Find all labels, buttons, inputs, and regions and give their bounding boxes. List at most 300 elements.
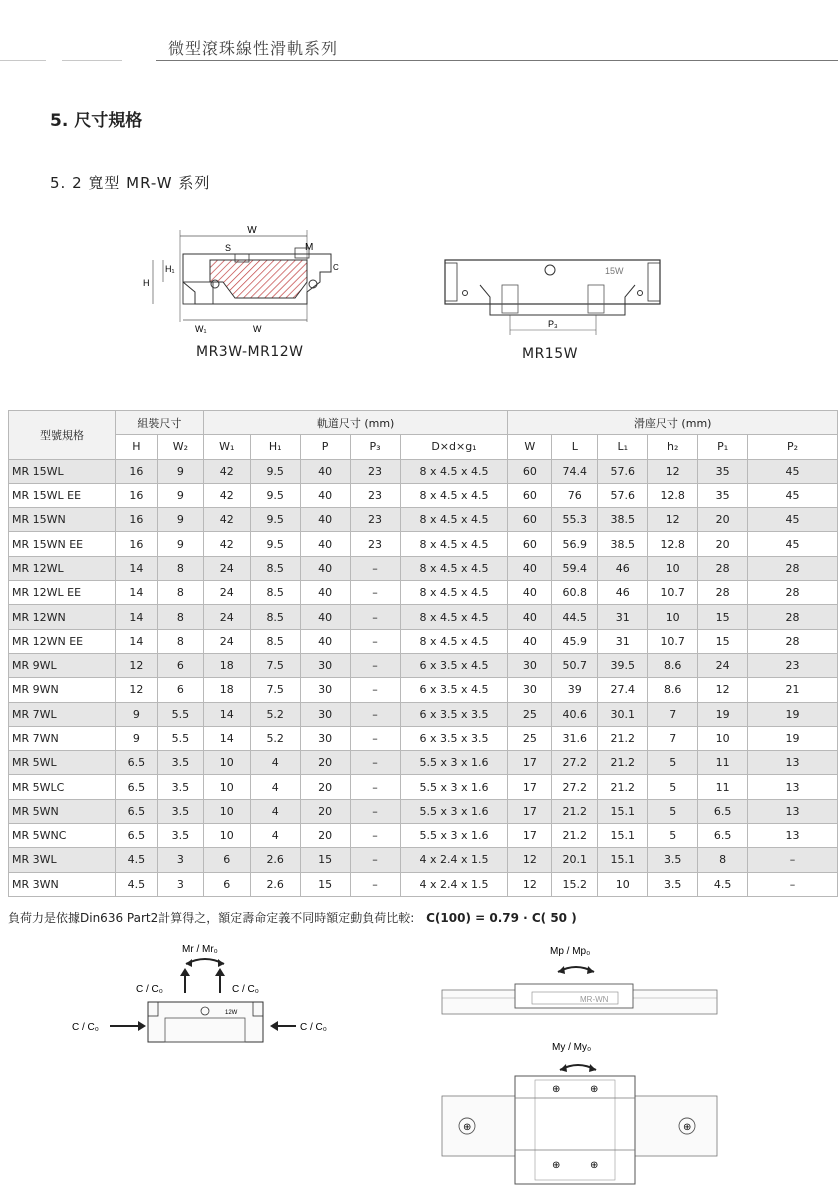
table-cell: 31 [598, 605, 648, 629]
table-cell: 12 [508, 872, 552, 896]
header-rail: 軌道尺寸 (mm) [203, 411, 508, 435]
label-mp: Mp / Mp₀ [550, 946, 591, 957]
table-cell: 40 [300, 483, 350, 507]
table-cell: 8 [157, 556, 203, 580]
table-cell: 9.5 [250, 532, 300, 556]
label-c-left: C / C₀ [72, 1022, 99, 1033]
badge-15w: 15W [605, 266, 624, 276]
table-cell: 40 [300, 508, 350, 532]
table-cell: – [350, 702, 400, 726]
column-header: H [115, 435, 157, 459]
table-cell: 44.5 [552, 605, 598, 629]
table-row [9, 799, 838, 823]
table-cell: 40 [300, 532, 350, 556]
carriage-body [445, 260, 660, 304]
table-row [9, 581, 838, 605]
table-cell: 9 [115, 702, 157, 726]
table-cell: 40 [508, 605, 552, 629]
table-cell: 23 [350, 459, 400, 483]
dim-p3: P₃ [548, 319, 558, 329]
label-c-top-left: C / C₀ [136, 984, 163, 995]
table-cell: 14 [115, 605, 157, 629]
table-cell: 5 [648, 751, 698, 775]
label-c-top-right: C / C₀ [232, 984, 259, 995]
table-cell: 5 [648, 824, 698, 848]
table-cell: – [748, 872, 838, 896]
load-note [8, 909, 577, 926]
table-cell: 35 [698, 483, 748, 507]
table-cell: 6 [157, 678, 203, 702]
table-cell: 8.5 [250, 605, 300, 629]
table-cell: 39.5 [598, 653, 648, 677]
table-cell: 8.5 [250, 556, 300, 580]
table-cell: 40 [508, 556, 552, 580]
table-cell: 19 [698, 702, 748, 726]
table-cell: 76 [552, 483, 598, 507]
table-cell: 10 [698, 726, 748, 750]
table-cell: 57.6 [598, 483, 648, 507]
table-cell: 12.8 [648, 483, 698, 507]
svg-text:⊕: ⊕ [590, 1084, 599, 1095]
table-cell: 13 [748, 824, 838, 848]
model-cell: MR 9WL [9, 653, 116, 677]
table-cell: 13 [748, 799, 838, 823]
table-cell: 6.5 [115, 751, 157, 775]
table-cell: 3.5 [157, 799, 203, 823]
table-row [9, 872, 838, 896]
table-cell: 42 [203, 483, 250, 507]
table-cell: 25 [508, 726, 552, 750]
table-cell: 5 [648, 775, 698, 799]
table-cell: 38.5 [598, 532, 648, 556]
table-cell: 4.5 [115, 872, 157, 896]
table-cell: 60 [508, 508, 552, 532]
table-cell: 2.6 [250, 848, 300, 872]
table-cell: – [350, 848, 400, 872]
table-cell: 6 [203, 872, 250, 896]
table-cell: 42 [203, 508, 250, 532]
table-cell: 60.8 [552, 581, 598, 605]
table-cell: 3 [157, 872, 203, 896]
table-cell: 40 [508, 629, 552, 653]
bolt [502, 285, 518, 313]
table-cell: 3.5 [648, 872, 698, 896]
table-cell: 9 [157, 508, 203, 532]
model-cell: MR 15WN EE [9, 532, 116, 556]
header-model: 型號規格 [9, 411, 116, 460]
dim-s: S [225, 243, 232, 253]
table-cell: 21 [748, 678, 838, 702]
table-cell: 25 [508, 702, 552, 726]
table-cell: 17 [508, 824, 552, 848]
block-badge: 12W [225, 1010, 238, 1016]
table-cell: 31.6 [552, 726, 598, 750]
table-cell: 21.2 [598, 751, 648, 775]
label-my: My / My₀ [552, 1042, 592, 1053]
table-cell: 6.5 [115, 824, 157, 848]
table-cell: 15.2 [552, 872, 598, 896]
header-block: 滑座尺寸 (mm) [508, 411, 838, 435]
table-cell: 24 [203, 629, 250, 653]
table-cell: 40 [300, 581, 350, 605]
table-cell: 10.7 [648, 629, 698, 653]
table-cell: 20 [300, 775, 350, 799]
table-cell: 6 x 3.5 x 4.5 [400, 678, 508, 702]
column-header: P [300, 435, 350, 459]
table-cell: 4 [250, 799, 300, 823]
table-row [9, 751, 838, 775]
table-cell: 45.9 [552, 629, 598, 653]
rail-section [210, 260, 307, 298]
table-row [9, 775, 838, 799]
table-cell: 38.5 [598, 508, 648, 532]
dim-w1: W₁ [195, 324, 207, 334]
table-cell: 13 [748, 775, 838, 799]
table-row [9, 605, 838, 629]
model-cell: MR 5WN [9, 799, 116, 823]
model-cell: MR 12WN EE [9, 629, 116, 653]
arrow-right-icon [138, 1021, 146, 1031]
svg-text:⊕: ⊕ [552, 1084, 561, 1095]
column-header: H₁ [250, 435, 300, 459]
cross-section-diagram [135, 222, 350, 340]
right-figure-caption: MR15W [522, 346, 578, 362]
table-cell: 8.5 [250, 581, 300, 605]
table-cell: 42 [203, 532, 250, 556]
table-cell: 40.6 [552, 702, 598, 726]
table-cell: – [350, 775, 400, 799]
table-cell: 9 [157, 459, 203, 483]
table-cell: 4.5 [698, 872, 748, 896]
table-cell: 30 [300, 726, 350, 750]
table-cell: 10 [648, 605, 698, 629]
table-cell: 40 [508, 581, 552, 605]
column-header: D×d×g₁ [400, 435, 508, 459]
table-cell: 4 x 2.4 x 1.5 [400, 848, 508, 872]
column-header: L₁ [598, 435, 648, 459]
arrow-left-icon [270, 1021, 278, 1031]
table-row [9, 556, 838, 580]
table-cell: 4 x 2.4 x 1.5 [400, 872, 508, 896]
table-cell: – [350, 872, 400, 896]
table-cell: 8 x 4.5 x 4.5 [400, 581, 508, 605]
table-cell: 5.5 x 3 x 1.6 [400, 751, 508, 775]
table-cell: 12 [698, 678, 748, 702]
table-cell: 24 [698, 653, 748, 677]
table-cell: 21.2 [552, 799, 598, 823]
table-cell: 24 [203, 556, 250, 580]
subsection-title: 5. 2 寬型 MR-W 系列 [50, 174, 211, 192]
grease-nipple [545, 265, 555, 275]
table-cell: 11 [698, 751, 748, 775]
table-row [9, 483, 838, 507]
header-deco-line [0, 60, 46, 61]
table-cell: 74.4 [552, 459, 598, 483]
table-cell: 15.1 [598, 824, 648, 848]
table-cell: – [350, 629, 400, 653]
table-cell: 10 [648, 556, 698, 580]
column-header: W₂ [157, 435, 203, 459]
table-cell: 7.5 [250, 653, 300, 677]
table-cell: 20 [300, 751, 350, 775]
table-cell: 12 [508, 848, 552, 872]
table-cell: 6.5 [115, 799, 157, 823]
table-cell: – [350, 605, 400, 629]
dim-h: H [143, 278, 150, 288]
left-figure-caption: MR3W-MR12W [196, 344, 304, 360]
table-cell: 8 x 4.5 x 4.5 [400, 629, 508, 653]
table-cell: 8.5 [250, 629, 300, 653]
table-cell: 6 x 3.5 x 4.5 [400, 653, 508, 677]
table-cell: 18 [203, 678, 250, 702]
table-cell: 27.4 [598, 678, 648, 702]
table-cell: 21.2 [598, 726, 648, 750]
table-cell: 15.1 [598, 799, 648, 823]
table-cell: 10 [203, 751, 250, 775]
table-cell: 8 [698, 848, 748, 872]
table-cell: 14 [115, 581, 157, 605]
table-cell: 20 [300, 824, 350, 848]
table-cell: 17 [508, 751, 552, 775]
table-cell: 7.5 [250, 678, 300, 702]
column-header: L [552, 435, 598, 459]
table-cell: 5.2 [250, 702, 300, 726]
svg-text:⊕: ⊕ [590, 1160, 599, 1171]
table-cell: 9.5 [250, 459, 300, 483]
table-cell: 8.6 [648, 653, 698, 677]
table-cell: 28 [748, 581, 838, 605]
table-cell: 3.5 [157, 775, 203, 799]
table-cell: 14 [115, 629, 157, 653]
table-cell: 57.6 [598, 459, 648, 483]
table-cell: 28 [698, 556, 748, 580]
table-cell: 14 [203, 726, 250, 750]
table-cell: 5 [648, 799, 698, 823]
rail-profile [480, 285, 635, 315]
table-cell: 12.8 [648, 532, 698, 556]
table-cell: 20.1 [552, 848, 598, 872]
table-cell: – [350, 653, 400, 677]
table-cell: 4 [250, 751, 300, 775]
table-cell: 45 [748, 532, 838, 556]
hole [463, 291, 468, 296]
model-cell: MR 12WL EE [9, 581, 116, 605]
table-cell: 4.5 [115, 848, 157, 872]
table-cell: 60 [508, 483, 552, 507]
table-cell: 5.5 [157, 726, 203, 750]
table-row [9, 678, 838, 702]
table-cell: 7 [648, 726, 698, 750]
model-cell: MR 3WL [9, 848, 116, 872]
table-cell: 23 [350, 483, 400, 507]
model-cell: MR 7WN [9, 726, 116, 750]
table-cell: 6.5 [698, 799, 748, 823]
table-row [9, 726, 838, 750]
table-cell: 15 [698, 605, 748, 629]
header-assembly: 組裝尺寸 [115, 411, 203, 435]
table-cell: 40 [300, 459, 350, 483]
table-cell: 16 [115, 483, 157, 507]
model-cell: MR 15WN [9, 508, 116, 532]
dim-w-top: W [247, 225, 257, 236]
table-cell: – [350, 678, 400, 702]
model-cell: MR 5WL [9, 751, 116, 775]
table-cell: 3.5 [648, 848, 698, 872]
rail-badge: MR-WN [580, 995, 609, 1004]
table-cell: 10 [598, 872, 648, 896]
svg-text:⊕: ⊕ [463, 1122, 472, 1133]
table-cell: 24 [203, 581, 250, 605]
column-header: P₃ [350, 435, 400, 459]
dim-w-bottom: W [253, 324, 262, 334]
table-cell: 28 [748, 605, 838, 629]
table-cell: 30 [300, 678, 350, 702]
table-cell: 46 [598, 581, 648, 605]
table-cell: 5.5 x 3 x 1.6 [400, 824, 508, 848]
table-cell: – [748, 848, 838, 872]
model-cell: MR 12WL [9, 556, 116, 580]
table-cell: 8 x 4.5 x 4.5 [400, 532, 508, 556]
table-cell: 45 [748, 483, 838, 507]
table-cell: 60 [508, 532, 552, 556]
table-row [9, 848, 838, 872]
table-cell: 19 [748, 726, 838, 750]
table-cell: 40 [300, 556, 350, 580]
table-cell: 30 [508, 678, 552, 702]
table-cell: 9 [115, 726, 157, 750]
table-cell: 15 [300, 848, 350, 872]
table-cell: 9.5 [250, 483, 300, 507]
table-cell: 31 [598, 629, 648, 653]
table-cell: 6 [203, 848, 250, 872]
table-cell: 21.2 [552, 824, 598, 848]
table-cell: 3 [157, 848, 203, 872]
table-cell: 50.7 [552, 653, 598, 677]
table-cell: 23 [350, 532, 400, 556]
table-cell: 17 [508, 799, 552, 823]
carriage-top [515, 1076, 635, 1184]
model-cell: MR 12WN [9, 605, 116, 629]
table-cell: 9 [157, 532, 203, 556]
table-column-header-row [9, 435, 838, 459]
load-direction-diagram [60, 938, 360, 1053]
table-cell: 60 [508, 459, 552, 483]
header-title: 微型滾珠線性滑軌系列 [168, 39, 339, 58]
table-row [9, 653, 838, 677]
arrow-up-icon [215, 968, 225, 976]
table-group-header-row [9, 411, 838, 435]
yaw-moment-diagram [440, 1038, 725, 1186]
table-cell: 10 [203, 824, 250, 848]
table-cell: 45 [748, 508, 838, 532]
table-body [9, 459, 838, 896]
table-cell: – [350, 556, 400, 580]
label-c-right: C / C₀ [300, 1022, 327, 1033]
column-header: P₁ [698, 435, 748, 459]
table-cell: 6 x 3.5 x 3.5 [400, 726, 508, 750]
table-cell: 12 [115, 653, 157, 677]
table-cell: 27.2 [552, 751, 598, 775]
table-cell: 14 [115, 556, 157, 580]
table-cell: 8 [157, 629, 203, 653]
table-cell: 28 [698, 581, 748, 605]
load-formula: C(100) = 0.79 · C( 50 ) [426, 911, 577, 925]
table-cell: 11 [698, 775, 748, 799]
table-cell: 5.2 [250, 726, 300, 750]
model-cell: MR 5WNC [9, 824, 116, 848]
table-cell: 15 [300, 872, 350, 896]
table-cell: 27.2 [552, 775, 598, 799]
table-cell: 4 [250, 824, 300, 848]
table-cell: 5.5 [157, 702, 203, 726]
table-cell: 16 [115, 508, 157, 532]
table-cell: 12 [648, 459, 698, 483]
table-cell: 30 [300, 653, 350, 677]
table-cell: 17 [508, 775, 552, 799]
table-cell: 15.1 [598, 848, 648, 872]
table-cell: 8 [157, 605, 203, 629]
table-cell: 6 [157, 653, 203, 677]
table-cell: 40 [300, 629, 350, 653]
table-cell: 6.5 [698, 824, 748, 848]
dim-m: M [305, 242, 314, 253]
section-title: 5. 尺寸規格 [50, 111, 143, 131]
pitch-moment-diagram [440, 942, 725, 1022]
table-cell: 20 [300, 799, 350, 823]
table-row [9, 702, 838, 726]
model-cell: MR 9WN [9, 678, 116, 702]
table-cell: 20 [698, 508, 748, 532]
label-mr: Mr / Mr₀ [182, 944, 218, 955]
front-view-diagram [440, 255, 665, 340]
model-cell: MR 15WL EE [9, 483, 116, 507]
model-cell: MR 3WN [9, 872, 116, 896]
table-cell: – [350, 581, 400, 605]
table-cell: 4 [250, 775, 300, 799]
column-header: h₂ [648, 435, 698, 459]
table-cell: 24 [203, 605, 250, 629]
table-cell: 35 [698, 459, 748, 483]
table-cell: 10 [203, 775, 250, 799]
table-row [9, 508, 838, 532]
table-cell: 8 x 4.5 x 4.5 [400, 508, 508, 532]
table-cell: – [350, 726, 400, 750]
table-cell: 18 [203, 653, 250, 677]
table-cell: 46 [598, 556, 648, 580]
table-cell: 16 [115, 532, 157, 556]
header-rule [156, 60, 838, 61]
table-cell: 28 [748, 629, 838, 653]
table-cell: 14 [203, 702, 250, 726]
header-deco-line [62, 60, 122, 61]
table-cell: 5.5 x 3 x 1.6 [400, 775, 508, 799]
column-header: W₁ [203, 435, 250, 459]
table-cell: 30 [508, 653, 552, 677]
table-cell: – [350, 799, 400, 823]
table-cell: 10 [203, 799, 250, 823]
table-cell: 9 [157, 483, 203, 507]
table-cell: 30 [300, 702, 350, 726]
table-row [9, 824, 838, 848]
table-cell: 8.6 [648, 678, 698, 702]
column-header: P₂ [748, 435, 838, 459]
end-seal [445, 263, 457, 301]
model-cell: MR 15WL [9, 459, 116, 483]
load-note-text: 負荷力是依據Din636 Part2計算得之，額定壽命定義不同時額定動負荷比較: [8, 911, 415, 925]
table-cell: 19 [748, 702, 838, 726]
table-cell: 8 x 4.5 x 4.5 [400, 459, 508, 483]
table-cell: 13 [748, 751, 838, 775]
